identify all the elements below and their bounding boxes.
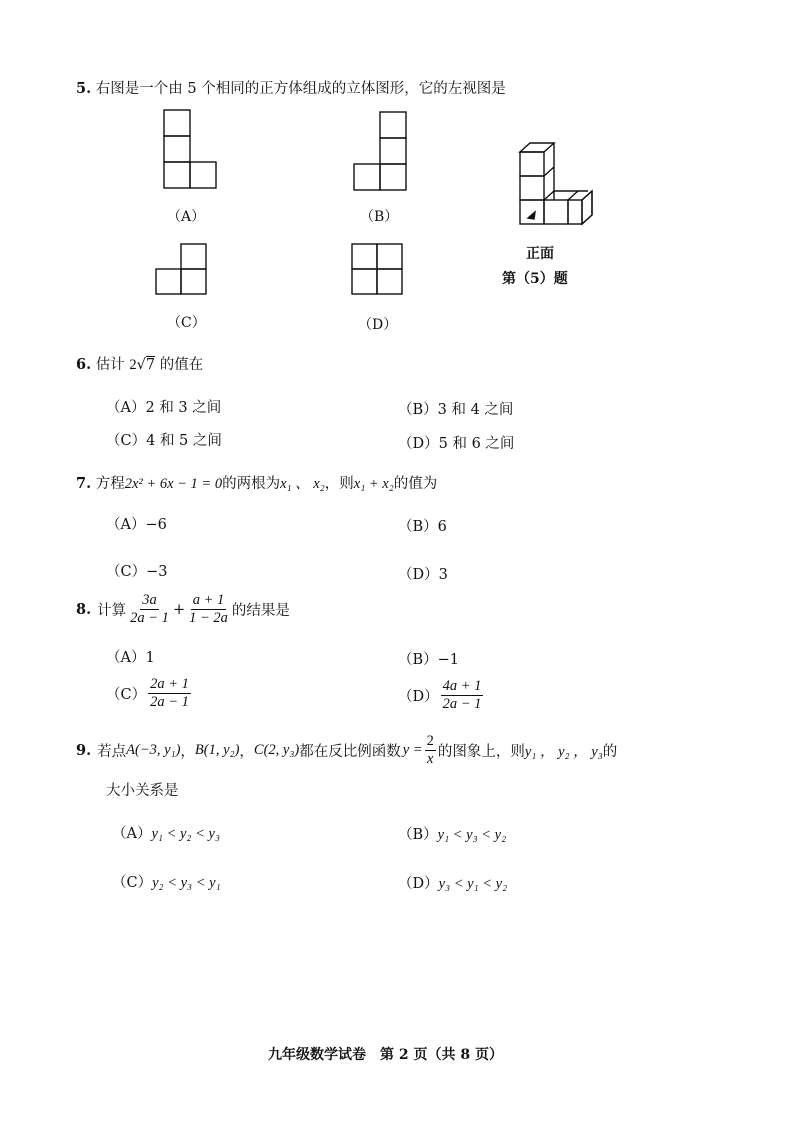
q6-option-b-label: （B）: [398, 402, 438, 418]
q7-option-d-text: 3: [438, 567, 448, 583]
q9-function-numerator: 2: [425, 734, 436, 751]
q6-stem-post: 的值在: [159, 357, 204, 373]
q9-stem-mid2: 的图象上，则: [437, 744, 525, 761]
q5-option-d-label: （D）: [358, 317, 398, 333]
page-footer: 九年级数学试卷 第 2 页（共 8 页）: [268, 1047, 503, 1063]
q9-stem: 9. 若点 A(−3, y₁) ， B(1, y₂) ， C(2, y₃) 都在反比例函数 y = $\frac{2}{x}$ 的图象上，则 y₁ ， y₂ ， y₃ 的: [76, 733, 618, 768]
q6-option-d-label: （D）: [398, 436, 439, 452]
q9-option-d: [398, 872, 507, 893]
q8-option-a-label: （A）: [106, 650, 146, 666]
q8-option-c-fraction: [148, 677, 191, 710]
q8-stem-pre: 计算: [97, 603, 127, 620]
q9-point-b: B(1, y₂): [194, 742, 240, 759]
q8-option-d-denominator: 2a − 1: [442, 696, 482, 713]
q5-number: 5.: [76, 80, 92, 97]
q9-option-b-text: y₁ < y₃ < y₂: [437, 827, 507, 843]
q5-option-d-figure: [350, 242, 406, 298]
q7-sum: x₁ + x₂: [353, 476, 394, 492]
q9-vars: y₁ ， y₂ ， y₃: [524, 744, 603, 761]
q8-option-b-label: （B）: [398, 652, 438, 668]
q9-option-c-text: y₂ < y₃ < y₁: [152, 875, 221, 891]
q5-option-c-figure: [154, 242, 210, 298]
q7-number: 7.: [76, 475, 92, 492]
q7-stem: [76, 472, 437, 493]
q6-option-c: [106, 429, 222, 450]
q7-equation: 2x² + 6x − 1 = 0: [124, 476, 223, 492]
q8-fraction-1: [128, 593, 171, 626]
q8-option-d-fraction: [441, 679, 484, 712]
q5-option-a-label: （A）: [167, 209, 206, 225]
q8-number: 8.: [76, 601, 92, 619]
q9-point-a: A(−3, y₁): [126, 742, 181, 759]
q6-option-a: [106, 396, 221, 417]
q5-option-b-figure: [352, 110, 410, 192]
q9-stem-mid: 都在反比例函数: [299, 744, 401, 761]
q8-option-d: [398, 679, 485, 712]
q7-roots: x₁ 、 x₂: [280, 476, 325, 492]
q9-function-denominator: x: [427, 751, 434, 768]
q6-stem: [76, 353, 203, 374]
q6-radicand: 7: [145, 357, 156, 373]
q9-option-a: [112, 822, 220, 843]
q6-option-a-text: 2 和 3 之间: [145, 400, 222, 416]
q7-option-b-label: （B）: [398, 519, 438, 535]
q8-option-c-label: （C）: [106, 687, 147, 704]
q9-stem-pre: 若点: [97, 744, 127, 761]
q7-stem-mid2: ，则: [324, 476, 354, 492]
q5-front-label: 正面: [526, 246, 554, 262]
q7-option-c-text: −3: [146, 564, 168, 580]
q7-option-a: [106, 513, 167, 534]
q9-stem-line2: 大小关系是: [106, 783, 179, 799]
q9-point-c: C(2, y₃): [253, 742, 300, 759]
q9-number: 9.: [76, 742, 92, 760]
q9-option-d-text: y₃ < y₁ < y₂: [438, 876, 508, 892]
q9-option-b-label: （B）: [398, 827, 438, 843]
q8-option-c-numerator: 2a + 1: [148, 677, 191, 694]
q9-stem-post: 的: [602, 744, 618, 761]
q5-text: 右图是一个由 5 个相同的正方体组成的立体图形，它的左视图是: [95, 81, 506, 97]
q8-stem: [76, 593, 290, 626]
q6-option-b: [398, 398, 513, 419]
q7-option-a-label: （A）: [106, 517, 146, 533]
q7-option-c-label: （C）: [106, 564, 147, 580]
q7-option-a-text: −6: [145, 517, 167, 533]
q8-fraction-2: [187, 593, 230, 626]
q6-option-d-text: 5 和 6 之间: [438, 436, 515, 452]
q5-stem: [76, 77, 506, 98]
q6-stem-pre: 估计: [95, 357, 125, 373]
q9-option-b: [398, 823, 506, 844]
q9-option-c: [112, 871, 221, 892]
q9-option-a-label: （A）: [112, 826, 152, 842]
q7-stem-mid: 的两根为: [222, 476, 281, 492]
q8-fraction-2-denominator: 1 − 2a: [189, 610, 228, 627]
q6-option-c-label: （C）: [106, 433, 147, 449]
q6-option-b-text: 3 和 4 之间: [437, 402, 514, 418]
q5-option-a-figure: [162, 108, 220, 190]
q8-stem-post: 的结果是: [231, 603, 290, 620]
q5-option-b-label: （B）: [360, 209, 399, 225]
q7-option-d: [398, 563, 448, 584]
q7-option-b-text: 6: [437, 519, 447, 535]
q7-stem-post: 的值为: [393, 476, 438, 492]
q8-fraction-1-denominator: 2a − 1: [130, 610, 169, 627]
q8-option-d-label: （D）: [398, 689, 439, 706]
q8-fraction-1-numerator: 3a: [140, 593, 159, 610]
q8-option-a: [106, 646, 155, 667]
q7-option-b: [398, 515, 447, 536]
q8-fraction-2-numerator: a + 1: [191, 593, 227, 610]
q5-solid-figure: [514, 138, 596, 230]
q7-stem-pre: 方程: [95, 476, 125, 492]
q8-option-d-numerator: 4a + 1: [441, 679, 484, 696]
q9-function-lhs: y =: [402, 742, 423, 759]
q9-function-fraction: [425, 734, 436, 767]
q5-option-c-label: （C）: [167, 315, 206, 331]
q8-option-b-text: −1: [437, 652, 460, 668]
q7-option-c: [106, 560, 167, 581]
q6-number: 6.: [76, 356, 92, 373]
q8-plus: +: [172, 601, 186, 618]
sqrt-sign-icon: √: [136, 357, 146, 373]
q8-option-a-text: 1: [145, 650, 155, 666]
q7-option-d-label: （D）: [398, 567, 439, 583]
q8-option-c: [106, 677, 193, 710]
q9-option-a-text: y₁ < y₂ < y₃: [151, 826, 220, 842]
q6-option-c-text: 4 和 5 之间: [146, 433, 222, 449]
q6-coefficient: 2: [129, 357, 137, 373]
q6-option-a-label: （A）: [106, 400, 146, 416]
q8-option-c-denominator: 2a − 1: [150, 694, 189, 711]
q9-option-d-label: （D）: [398, 876, 439, 892]
q9-option-c-label: （C）: [112, 875, 153, 891]
q6-option-d: [398, 432, 514, 453]
q8-option-b: [398, 648, 459, 669]
q5-figure-caption: 第（5）题: [502, 271, 568, 287]
